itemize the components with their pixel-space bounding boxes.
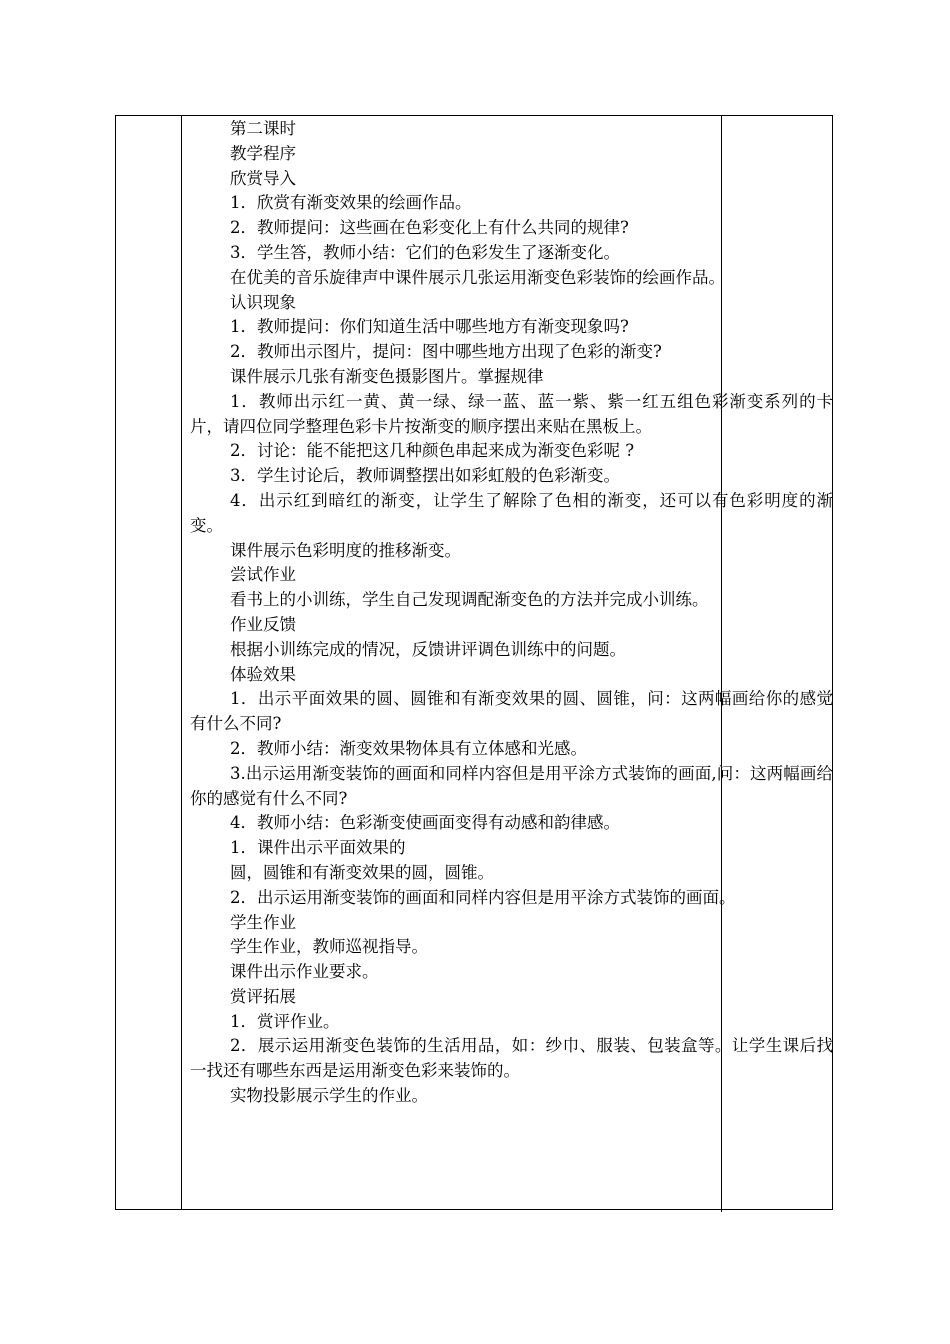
lesson-paragraph: 看书上的小训练，学生自己发现调配渐变色的方法并完成小训练。 <box>230 590 709 610</box>
lesson-paragraph: 尝试作业 <box>230 565 296 585</box>
lesson-paragraph: 学生作业，教师巡视指导。 <box>230 937 428 957</box>
lesson-paragraph: 4．教师小结：色彩渐变使画面变得有动感和韵律感。 <box>230 813 620 833</box>
lesson-content-cell <box>190 117 833 1109</box>
lesson-paragraph: 2．出示运用渐变装饰的画面和同样内容但是用平涂方式装饰的画面。 <box>230 887 736 907</box>
lesson-paragraph: 第二课时 <box>230 119 296 138</box>
lesson-paragraph: 课件出示作业要求。 <box>230 962 379 982</box>
lesson-paragraph: 1．出示平面效果的圆、圆锥和有渐变效果的圆、圆锥，问：这两幅画给你的感觉有什么不同? <box>190 689 833 734</box>
lesson-paragraph: 赏评拓展 <box>230 986 296 1006</box>
lesson-paragraph: 1．课件出示平面效果的 <box>230 838 406 858</box>
lesson-paragraph: 1．教师出示红一黄、黄一绿、绿一蓝、蓝一紫、紫一红五组色彩渐变系列的卡片，请四位同学整理色彩卡片按渐变的顺序摆出来贴在黑板上。 <box>190 391 833 436</box>
lesson-paragraph: 课件展示几张有渐变色摄影图片。掌握规律 <box>230 366 544 386</box>
lesson-paragraph: 4．出示红到暗红的渐变，让学生了解除了色相的渐变，还可以有色彩明度的渐变。 <box>190 490 833 535</box>
lesson-paragraph: 在优美的音乐旋律声中课件展示几张运用渐变色彩装饰的绘画作品。 <box>230 267 725 287</box>
lesson-paragraph: 2．讨论：能不能把这几种颜色串起来成为渐变色彩呢 ? <box>230 441 635 461</box>
lesson-paragraph: 实物投影展示学生的作业。 <box>230 1086 428 1106</box>
table-bottom-border <box>115 1209 833 1210</box>
lesson-paragraph: 2．教师提问：这些画在色彩变化上有什么共同的规律? <box>230 218 629 238</box>
lesson-paragraph: 1．欣赏有渐变效果的绘画作品。 <box>230 193 472 213</box>
table-left-column <box>116 116 182 1209</box>
lesson-paragraph: 2．展示运用渐变色装饰的生活用品，如：纱巾、服装、包装盒等。让学生课后找一找还有哪些东西是运用渐变色彩来装饰的。 <box>190 1036 833 1081</box>
lesson-paragraph: 3．学生讨论后，教师调整摆出如彩虹般的色彩渐变。 <box>230 466 620 486</box>
lesson-paragraph: 学生作业 <box>230 912 296 932</box>
lesson-paragraph: 2．教师小结：渐变效果物体具有立体感和光感。 <box>230 738 587 758</box>
lesson-paragraph: 欣赏导入 <box>230 168 296 188</box>
lesson-paragraph: 圆，圆锥和有渐变效果的圆，圆锥。 <box>230 862 494 882</box>
lesson-paragraph: 教学程序 <box>230 143 296 163</box>
lesson-paragraph: 3.出示运用渐变装饰的画面和同样内容但是用平涂方式装饰的画面,问：这两幅画给你的感觉有什么不同? <box>190 763 833 808</box>
lesson-paragraph: 2．教师出示图片，提问：图中哪些地方出现了色彩的渐变? <box>230 342 662 362</box>
lesson-paragraph: 1．教师提问：你们知道生活中哪些地方有渐变现象吗? <box>230 317 629 337</box>
lesson-paragraph: 课件展示色彩明度的推移渐变。 <box>230 540 461 560</box>
lesson-paragraph: 体验效果 <box>230 664 296 684</box>
lesson-paragraph: 认识现象 <box>230 292 296 312</box>
lesson-paragraph: 1．赏评作业。 <box>230 1011 340 1031</box>
lesson-paragraph: 根据小训练完成的情况，反馈讲评调色训练中的问题。 <box>230 639 626 659</box>
lesson-paragraph: 作业反馈 <box>230 614 296 634</box>
lesson-paragraph: 3．学生答，教师小结：它们的色彩发生了逐渐变化。 <box>230 242 620 262</box>
